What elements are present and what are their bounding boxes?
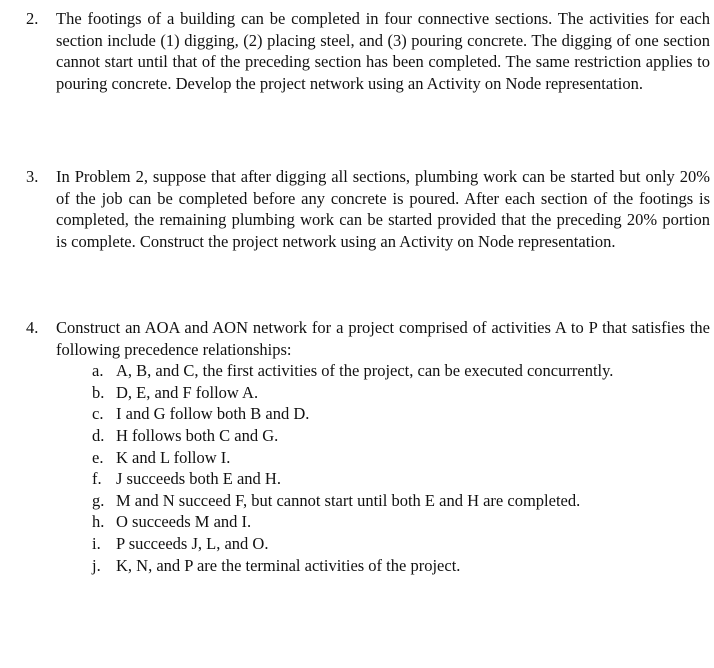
list-item-letter: d. — [92, 425, 105, 445]
list-item-letter: c. — [92, 404, 104, 424]
list-item — [86, 490, 710, 512]
list-item — [86, 555, 710, 577]
list-item-letter: i. — [92, 533, 101, 553]
list-item-letter: f. — [92, 469, 102, 489]
problem-text: The footings of a building can be completed in four connective sections. The activities for each section include (1) digging, (2) placing steel, and (3) pouring concrete. The digging of one section cannot start until that of the preceding section has been completed. The same restriction applies to pouring concrete. Develop the project network using an Activity on Node representation. — [56, 9, 710, 93]
list-item-text: K, N, and P are the terminal activities of the project. — [116, 555, 461, 575]
list-item — [86, 360, 710, 382]
list-item-text: H follows both C and G. — [116, 425, 279, 445]
list-item-text: P succeeds J, L, and O. — [116, 533, 269, 553]
list-item-letter: e. — [92, 447, 104, 467]
problem-number: 3. — [26, 167, 39, 186]
list-item — [86, 403, 710, 425]
problem-3 — [26, 166, 710, 252]
problem-2 — [26, 8, 710, 94]
list-item-text: A, B, and C, the first activities of the project, can be executed concurrently. — [116, 361, 614, 381]
list-item — [86, 511, 710, 533]
list-item-text: O succeeds M and I. — [116, 512, 252, 532]
problem-number: 2. — [26, 9, 39, 28]
problem-text: In Problem 2, suppose that after digging all sections, plumbing work can be started but only 20% of the job can be completed before any concrete is poured. After each section of the footings is completed, the remaining plumbing work can be started provided that the preceding 20% portion is complete. Construct the project network using an Activity on Node representation. — [56, 167, 710, 251]
list-item-text: M and N succeed F, but cannot start until both E and H are completed. — [116, 490, 581, 510]
list-item-text: K and L follow I. — [116, 447, 231, 467]
problem-4 — [26, 317, 710, 576]
problem-number: 4. — [26, 318, 39, 337]
list-item-text: I and G follow both B and D. — [116, 404, 310, 424]
list-item-letter: j. — [92, 555, 101, 575]
precedence-list — [86, 360, 710, 576]
list-item-text: J succeeds both E and H. — [116, 469, 281, 489]
list-item — [86, 382, 710, 404]
problem-text: Construct an AOA and AON network for a project comprised of activities A to P that satisfies the following precedence relationships: — [56, 318, 710, 359]
list-item-letter: g. — [92, 490, 105, 510]
list-item — [86, 425, 710, 447]
list-item — [86, 468, 710, 490]
list-item-text: D, E, and F follow A. — [116, 382, 259, 402]
list-item — [86, 447, 710, 469]
list-item-letter: b. — [92, 382, 105, 402]
list-item-letter: a. — [92, 361, 104, 381]
list-item — [86, 533, 710, 555]
list-item-letter: h. — [92, 512, 105, 532]
